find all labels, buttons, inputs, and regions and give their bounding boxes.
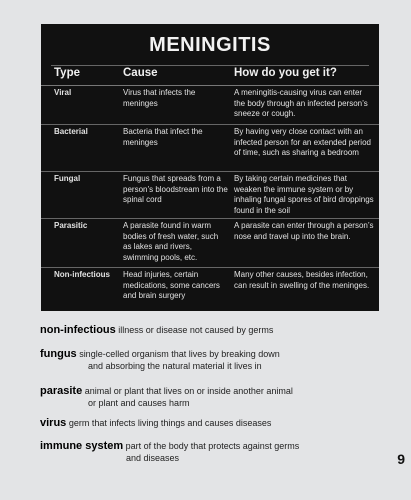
table-row [41, 172, 379, 219]
glossary-definition-cont: or plant and causes harm [88, 397, 190, 408]
glossary-entry [40, 349, 380, 372]
header-cause: Cause [123, 67, 158, 79]
header-how: How do you get it? [234, 67, 337, 79]
header-type: Type [54, 67, 80, 79]
cell-type: Fungal [54, 174, 81, 183]
glossary-definition-cont: and absorbing the natural material it lives in [88, 360, 262, 371]
glossary-entry [40, 418, 380, 430]
cell-type: Viral [54, 88, 72, 97]
glossary-term: fungus [40, 348, 77, 360]
glossary-definition: germ that infects living things and causes diseases [68, 418, 272, 428]
glossary-definition: animal or plant that lives on or inside another animal [84, 386, 293, 396]
cell-how: A parasite can enter through a person’s nose and travel up into the brain. [234, 221, 374, 241]
glossary-definition: part of the body that protects against germs [125, 441, 300, 451]
glossary-definition: single-celled organism that lives by breaking down [79, 349, 280, 359]
glossary-term: virus [40, 417, 67, 429]
meningitis-table [41, 65, 379, 314]
cell-cause: Bacteria that infect the meninges [123, 127, 203, 147]
table-row [41, 219, 379, 268]
cell-how: By having very close contact with an infected person for an extended period of time, such as sharing a bedroom [234, 127, 371, 157]
table-row [41, 268, 379, 314]
cell-cause: A parasite found in warm bodies of fresh water, such as lakes and rivers, swimming pools, etc. [123, 221, 219, 262]
glossary-entry [40, 386, 380, 409]
table-row [41, 86, 379, 125]
cell-type: Non-infectious [54, 270, 110, 279]
cell-how: Many other causes, besides infection, can result in swelling of the meninges. [234, 270, 370, 290]
cell-cause: Virus that infects the meninges [123, 88, 196, 108]
glossary-term: non-infectious [40, 324, 116, 336]
cell-type: Parasitic [54, 221, 88, 230]
cell-how: A meningitis-causing virus can enter the body through an infected person’s sneeze or cough. [234, 88, 368, 118]
page-number: 9 [397, 451, 405, 467]
glossary-term: immune system [40, 440, 124, 452]
panel-title: MENINGITIS [41, 34, 379, 57]
glossary-definition-cont: and diseases [126, 452, 180, 463]
cell-cause: Head injuries, certain medications, some cancers and brain surgery [123, 270, 220, 300]
cell-cause: Fungus that spreads from a person’s bloodstream into the spinal cord [123, 174, 228, 204]
cell-type: Bacterial [54, 127, 88, 136]
table-header [41, 65, 379, 86]
cell-how: By taking certain medicines that weaken the immune system or by inhaling fungal spores of bird droppings found in the soil [234, 174, 374, 215]
glossary-entry [40, 441, 380, 464]
meningitis-panel [41, 24, 379, 311]
glossary-entry [40, 325, 380, 337]
table-row [41, 125, 379, 172]
glossary-term: parasite [40, 385, 83, 397]
glossary-definition: illness or disease not caused by germs [118, 325, 274, 335]
